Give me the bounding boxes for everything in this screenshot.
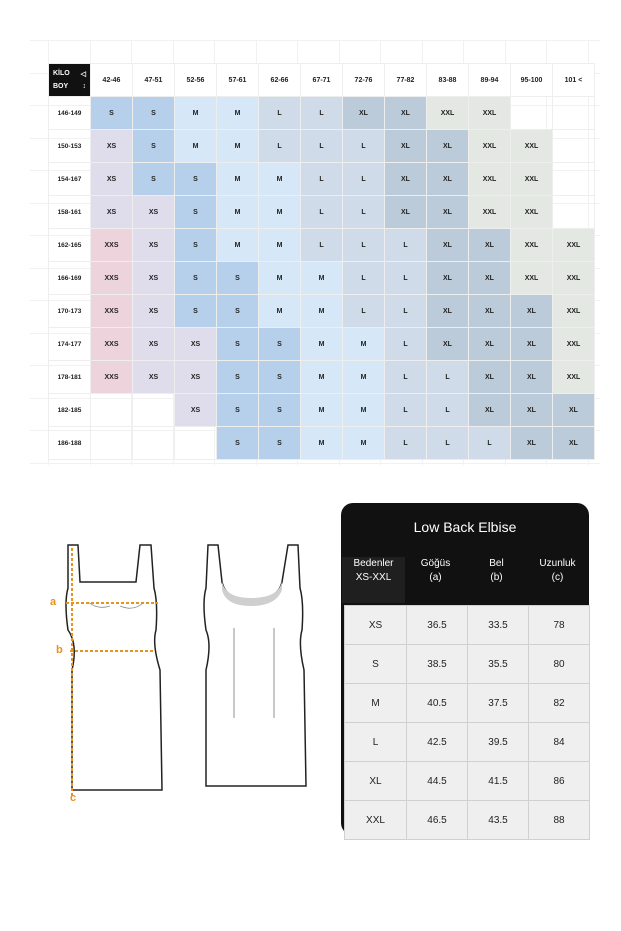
size-cell: XXL (553, 262, 595, 295)
measurement-row (345, 645, 590, 684)
size-cell: M (301, 361, 343, 394)
size-cell: L (301, 229, 343, 262)
size-cell: XXS (91, 361, 133, 394)
weight-header: 83-88 (427, 64, 469, 97)
size-cell: XL (385, 97, 427, 130)
weight-header: 95-100 (511, 64, 553, 97)
measurement-value-cell: 44.5 (407, 762, 468, 801)
weight-header: 47-51 (133, 64, 175, 97)
size-cell: S (175, 163, 217, 196)
measurement-value-cell: 40.5 (407, 684, 468, 723)
measurement-value-cell: 43.5 (468, 801, 529, 840)
size-cell: L (343, 196, 385, 229)
size-cell: XL (469, 229, 511, 262)
size-grid-header-row (49, 64, 595, 97)
size-cell: M (301, 427, 343, 460)
size-cell (175, 427, 217, 460)
size-grid-row (49, 262, 595, 295)
size-cell: XXL (553, 229, 595, 262)
weight-icon: ◁ (80, 71, 86, 78)
measurement-value-cell: 41.5 (468, 762, 529, 801)
size-cell: M (259, 262, 301, 295)
weight-header: 67-71 (301, 64, 343, 97)
size-cell: L (385, 229, 427, 262)
size-name-cell: XS (345, 606, 407, 645)
size-cell: XXL (469, 130, 511, 163)
size-cell: M (217, 97, 259, 130)
size-cell: S (217, 262, 259, 295)
weight-header: 72-76 (343, 64, 385, 97)
size-cell: XL (511, 361, 553, 394)
size-cell: S (91, 97, 133, 130)
measurement-row (345, 684, 590, 723)
size-name-cell: XL (345, 762, 407, 801)
size-cell: L (469, 427, 511, 460)
header-length-line1: Uzunluk (539, 558, 576, 569)
size-cell: XL (385, 163, 427, 196)
size-cell: L (259, 130, 301, 163)
size-cell: M (259, 229, 301, 262)
weight-header: 57-61 (217, 64, 259, 97)
size-cell: XXS (91, 262, 133, 295)
size-cell: L (385, 361, 427, 394)
size-cell: XXL (511, 262, 553, 295)
size-cell: L (385, 262, 427, 295)
size-grid-row (49, 130, 595, 163)
size-cell: L (343, 229, 385, 262)
size-cell: M (217, 229, 259, 262)
size-cell (511, 97, 553, 130)
size-cell: S (217, 328, 259, 361)
size-cell: L (301, 196, 343, 229)
size-cell: S (217, 361, 259, 394)
size-cell: M (301, 328, 343, 361)
size-cell: M (175, 97, 217, 130)
size-cell: L (301, 163, 343, 196)
size-cell: L (343, 262, 385, 295)
size-cell: L (385, 427, 427, 460)
header-waist-line1: Bel (489, 558, 504, 569)
size-cell: S (217, 295, 259, 328)
size-cell: S (217, 394, 259, 427)
height-icon: ↕ (82, 83, 86, 90)
measurement-row (345, 762, 590, 801)
size-cell: XS (133, 295, 175, 328)
measurement-value-cell: 38.5 (407, 645, 468, 684)
size-cell: XXL (553, 328, 595, 361)
size-cell: XS (133, 196, 175, 229)
height-range-label: 146-149 (49, 97, 91, 130)
size-cell (133, 394, 175, 427)
size-name-cell: L (345, 723, 407, 762)
size-cell: XL (469, 262, 511, 295)
size-grid-row (49, 427, 595, 460)
measurement-value-cell: 78 (529, 606, 590, 645)
size-cell: XL (469, 328, 511, 361)
size-cell: M (217, 163, 259, 196)
height-range-label: 182-185 (49, 394, 91, 427)
size-grid-table (48, 63, 595, 460)
size-cell: M (343, 328, 385, 361)
measurement-value-cell: 39.5 (468, 723, 529, 762)
weight-header: 89-94 (469, 64, 511, 97)
size-cell: L (427, 394, 469, 427)
measure-label-c: c (70, 792, 77, 804)
size-cell: XXL (511, 196, 553, 229)
height-range-label: 174-177 (49, 328, 91, 361)
size-cell (133, 427, 175, 460)
grid-line (30, 463, 600, 464)
size-cell: XS (133, 328, 175, 361)
size-cell: XXL (469, 196, 511, 229)
header-sizes-line2: XS-XXL (355, 572, 392, 583)
height-range-label: 150-153 (49, 130, 91, 163)
size-cell: M (343, 427, 385, 460)
size-cell: XL (469, 361, 511, 394)
size-cell: L (343, 130, 385, 163)
height-range-label: 158-161 (49, 196, 91, 229)
size-cell: S (175, 262, 217, 295)
size-grid-row (49, 361, 595, 394)
measurement-value-cell: 84 (529, 723, 590, 762)
measurement-value-cell: 36.5 (407, 606, 468, 645)
dress-front-drawing (48, 540, 173, 805)
size-cell: XXL (511, 163, 553, 196)
size-grid-row (49, 97, 595, 130)
size-cell: M (343, 361, 385, 394)
size-cell: S (175, 229, 217, 262)
size-name-cell: M (345, 684, 407, 723)
size-cell: XS (133, 229, 175, 262)
size-cell: XL (427, 262, 469, 295)
size-cell: XL (469, 394, 511, 427)
card-title: Low Back Elbise (413, 519, 517, 535)
size-grid-row (49, 196, 595, 229)
size-cell: XXL (553, 295, 595, 328)
measure-label-b: b (56, 644, 63, 656)
header-chest-line1: Göğüs (420, 558, 451, 569)
header-length (527, 557, 588, 585)
size-cell: M (217, 196, 259, 229)
size-cell: L (385, 394, 427, 427)
size-cell (553, 196, 595, 229)
weight-header: 101 < (553, 64, 595, 97)
size-cell: XL (385, 130, 427, 163)
height-range-label: 178-181 (49, 361, 91, 394)
size-cell (91, 427, 133, 460)
size-cell: M (175, 130, 217, 163)
measurement-value-cell: 42.5 (407, 723, 468, 762)
weight-height-corner (49, 64, 91, 97)
size-grid-row (49, 328, 595, 361)
measurement-value-cell: 33.5 (468, 606, 529, 645)
size-cell: XS (91, 163, 133, 196)
measurement-value-cell: 35.5 (468, 645, 529, 684)
height-range-label: 186-188 (49, 427, 91, 460)
size-cell: S (133, 163, 175, 196)
size-grid-row (49, 163, 595, 196)
size-cell: M (301, 262, 343, 295)
size-cell: XS (91, 130, 133, 163)
size-cell: S (217, 427, 259, 460)
header-sizes-line1: Bedenler (353, 558, 394, 569)
size-cell: XL (427, 130, 469, 163)
size-cell (553, 163, 595, 196)
header-waist (466, 557, 527, 585)
size-cell: XXL (469, 163, 511, 196)
size-cell: XS (133, 262, 175, 295)
size-cell: M (301, 394, 343, 427)
size-cell (553, 130, 595, 163)
size-cell: XL (511, 427, 553, 460)
size-cell: XL (427, 295, 469, 328)
size-cell: XL (553, 427, 595, 460)
header-chest (405, 557, 466, 585)
size-cell: L (301, 97, 343, 130)
header-waist-line2: (b) (490, 572, 503, 583)
size-cell: M (259, 295, 301, 328)
grid-line (30, 40, 600, 41)
header-sizes (342, 557, 405, 585)
size-cell: XL (343, 97, 385, 130)
size-cell: XXL (427, 97, 469, 130)
size-cell: S (259, 427, 301, 460)
size-cell: XS (175, 328, 217, 361)
weight-header: 42-46 (91, 64, 133, 97)
height-range-label: 162-165 (49, 229, 91, 262)
size-cell: XXL (511, 229, 553, 262)
size-cell (553, 97, 595, 130)
measurement-row (345, 801, 590, 840)
height-label: BOY (53, 83, 69, 90)
size-cell: XL (427, 196, 469, 229)
size-cell: XL (427, 229, 469, 262)
measurement-value-cell: 37.5 (468, 684, 529, 723)
size-cell: S (259, 361, 301, 394)
height-range-label: 154-167 (49, 163, 91, 196)
size-cell: L (259, 97, 301, 130)
size-cell: M (259, 163, 301, 196)
size-cell: S (259, 394, 301, 427)
size-name-cell: XXL (345, 801, 407, 840)
height-range-label: 170-173 (49, 295, 91, 328)
measurement-row (345, 723, 590, 762)
size-cell: L (427, 361, 469, 394)
size-cell: S (133, 130, 175, 163)
size-cell: XXS (91, 328, 133, 361)
measurement-value-cell: 86 (529, 762, 590, 801)
size-name-cell: S (345, 645, 407, 684)
size-cell: L (385, 295, 427, 328)
size-cell: M (259, 196, 301, 229)
size-cell (91, 394, 133, 427)
size-cell: XS (91, 196, 133, 229)
size-grid-row (49, 394, 595, 427)
measurement-value-cell: 82 (529, 684, 590, 723)
size-cell: XL (553, 394, 595, 427)
size-cell: XS (175, 361, 217, 394)
size-cell: L (301, 130, 343, 163)
size-cell: XL (385, 196, 427, 229)
height-range-label: 166-169 (49, 262, 91, 295)
size-cell: XXL (511, 130, 553, 163)
size-cell: XXS (91, 229, 133, 262)
size-cell: S (175, 295, 217, 328)
weight-header: 62-66 (259, 64, 301, 97)
size-cell: XS (133, 361, 175, 394)
size-cell: S (259, 328, 301, 361)
size-cell: L (427, 427, 469, 460)
size-cell: XL (511, 295, 553, 328)
measurement-row (345, 606, 590, 645)
size-cell: XS (175, 394, 217, 427)
size-cell: XL (427, 328, 469, 361)
header-length-line2: (c) (551, 572, 564, 583)
header-chest-line2: (a) (429, 572, 442, 583)
size-cell: XL (427, 163, 469, 196)
size-cell: L (385, 328, 427, 361)
size-cell: M (301, 295, 343, 328)
measure-label-a: a (50, 596, 57, 608)
size-grid-row (49, 295, 595, 328)
measurement-table (344, 605, 590, 840)
measurement-value-cell: 88 (529, 801, 590, 840)
size-cell: L (343, 163, 385, 196)
size-cell: M (343, 394, 385, 427)
size-cell: XXL (553, 361, 595, 394)
size-cell: S (133, 97, 175, 130)
weight-header: 77-82 (385, 64, 427, 97)
size-cell: S (175, 196, 217, 229)
size-cell: M (217, 130, 259, 163)
weight-header: 52-56 (175, 64, 217, 97)
size-cell: XL (511, 394, 553, 427)
size-grid-row (49, 229, 595, 262)
measurement-value-cell: 46.5 (407, 801, 468, 840)
size-cell: XXL (469, 97, 511, 130)
dress-back-drawing (196, 540, 311, 790)
size-cell: XL (511, 328, 553, 361)
measurement-value-cell: 80 (529, 645, 590, 684)
size-cell: XXS (91, 295, 133, 328)
size-cell: L (343, 295, 385, 328)
weight-label: KİLO (53, 70, 70, 77)
size-cell: XL (469, 295, 511, 328)
